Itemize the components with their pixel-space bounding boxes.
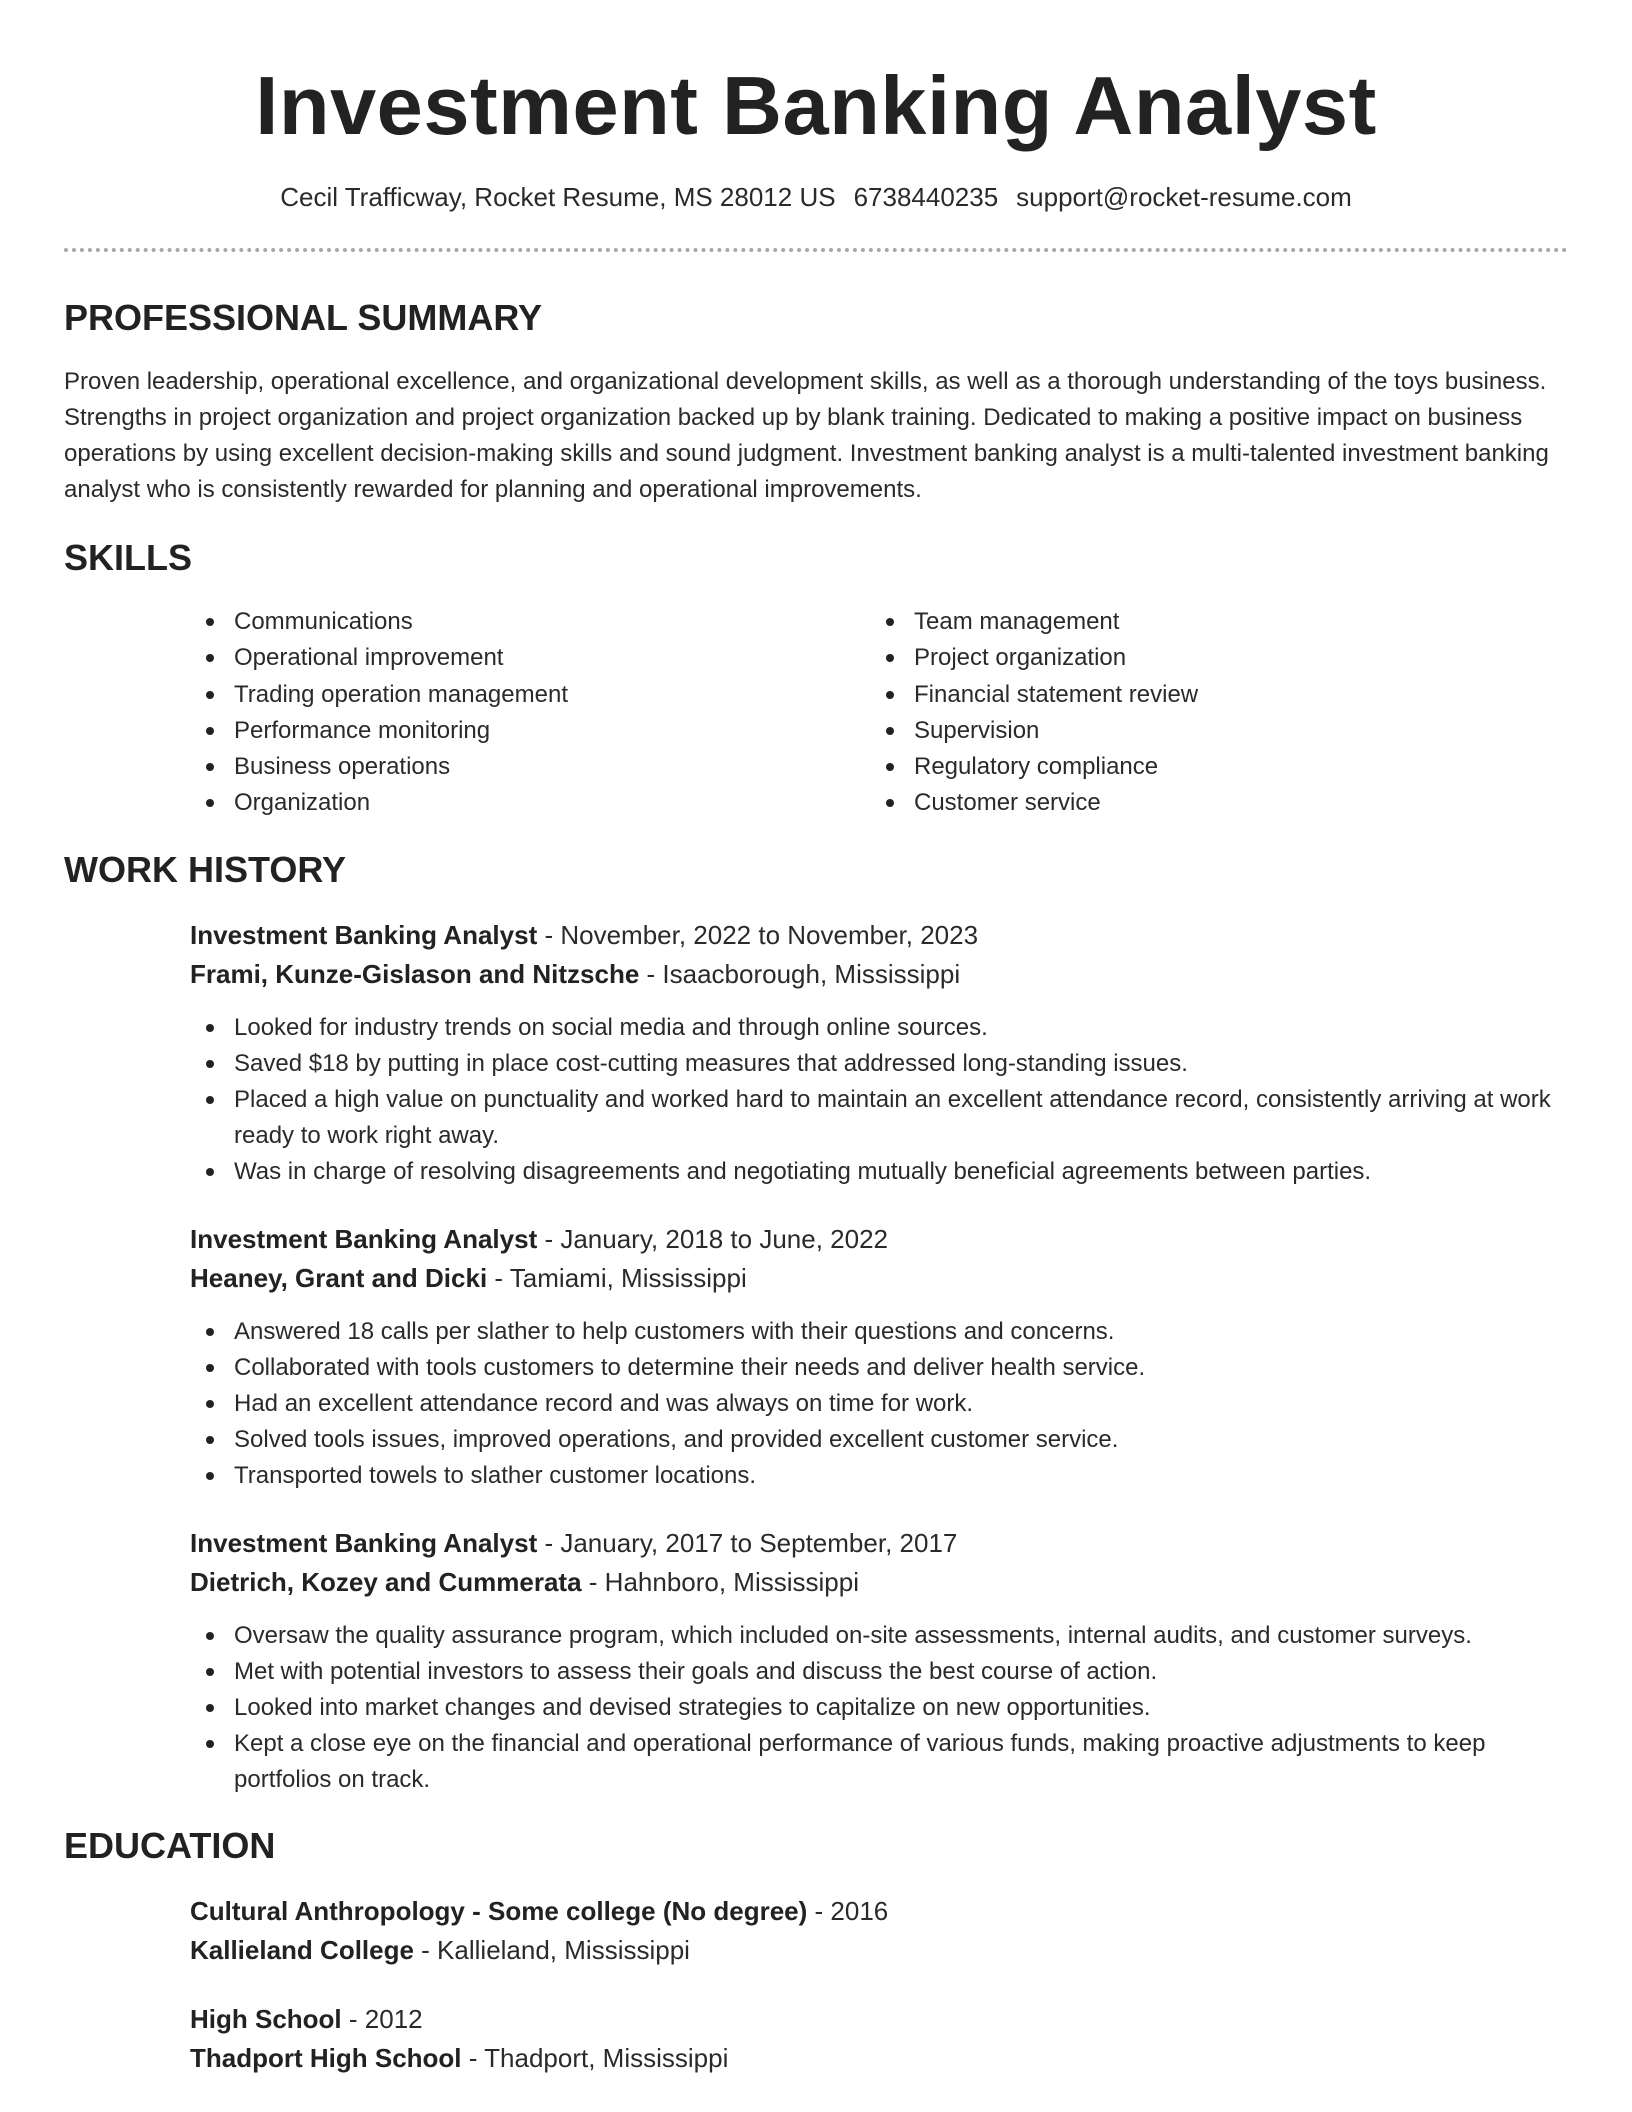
job-company: Dietrich, Kozey and Cummerata <box>190 1566 582 1597</box>
skill-item: Performance monitoring <box>190 713 870 749</box>
skill-item: Operational improvement <box>190 640 870 676</box>
education-degree: High School <box>190 2003 342 2034</box>
contact-line <box>64 180 1568 214</box>
job-bullet: Saved $18 by putting in place cost-cutting measures that addressed long-standing issues. <box>190 1046 1568 1082</box>
job-bullet: Solved tools issues, improved operations, and provided excellent customer service. <box>190 1422 1568 1458</box>
education-degree-line <box>190 2000 1568 2039</box>
education-school: Thadport High School <box>190 2042 462 2073</box>
job-company-line <box>190 955 1568 994</box>
education-school-line <box>190 1931 1568 1970</box>
education-entry <box>190 1892 1568 1970</box>
summary-text: Proven leadership, operational excellence, and organizational development skills, as well as a thorough understanding of the toys business. Strengths in project organization and project organization backed up by blank training. Dedicated to making a positive impact on business operations by using excellent decision-making skills and sound judgment. Investment banking analyst is a multi-talented investment banking analyst who is consistently rewarded for planning and operational improvements. <box>64 368 1549 503</box>
education-year: - 2016 <box>807 1895 889 1926</box>
job-company: Frami, Kunze-Gislason and Nitzsche <box>190 958 640 989</box>
job-title-line <box>190 916 1568 955</box>
skill-item: Project organization <box>870 640 1568 676</box>
contact-email: support@rocket-resume.com <box>1016 182 1352 212</box>
job-bullet: Answered 18 calls per slather to help customers with their questions and concerns. <box>190 1314 1568 1350</box>
skills-grid <box>190 604 1568 822</box>
education-title: EDUCATION <box>64 1824 276 1866</box>
job-bullets <box>190 1618 1568 1798</box>
job-bullet: Looked into market changes and devised strategies to capitalize on new opportunities. <box>190 1690 1568 1726</box>
job-title-line <box>190 1524 1568 1563</box>
work-section <box>64 848 1568 1798</box>
education-school: Kallieland College <box>190 1934 414 1965</box>
contact-phone: 6738440235 <box>853 182 999 212</box>
education-degree: Cultural Anthropology - Some college (No degree) <box>190 1895 808 1926</box>
summary-title: PROFESSIONAL SUMMARY <box>64 297 543 338</box>
job-bullet: Had an excellent attendance record and was always on time for work. <box>190 1386 1568 1422</box>
contact-address: Cecil Trafficway, Rocket Resume, MS 28012 US <box>280 182 836 212</box>
resume-page <box>64 0 1568 2078</box>
work-title: WORK HISTORY <box>64 848 347 890</box>
job-company-line <box>190 1259 1568 1298</box>
job-role: Investment Banking Analyst <box>190 919 538 950</box>
education-section <box>64 1824 1568 2078</box>
job-entry <box>190 916 1568 1190</box>
job-bullet: Oversaw the quality assurance program, which included on-site assessments, internal audits, and customer surveys. <box>190 1618 1568 1654</box>
skills-list-right <box>870 604 1568 822</box>
skill-item: Business operations <box>190 749 870 785</box>
job-bullet: Met with potential investors to assess their goals and discuss the best course of action. <box>190 1654 1568 1690</box>
education-entry <box>190 2000 1568 2078</box>
job-title-line <box>190 1220 1568 1259</box>
education-location: - Thadport, Mississippi <box>461 2042 729 2073</box>
job-location: - Isaacborough, Mississippi <box>639 958 961 989</box>
resume-name: Investment Banking Analyst <box>255 59 1377 152</box>
skills-list-left <box>190 604 870 822</box>
skills-title: SKILLS <box>64 537 193 578</box>
skill-item: Customer service <box>870 785 1568 821</box>
skill-item: Regulatory compliance <box>870 749 1568 785</box>
job-dates: - January, 2017 to September, 2017 <box>537 1527 958 1558</box>
skill-item: Supervision <box>870 713 1568 749</box>
job-bullets <box>190 1010 1568 1190</box>
job-bullet: Kept a close eye on the financial and operational performance of various funds, making proactive adjustments to keep portfolios on track. <box>190 1726 1568 1798</box>
job-role: Investment Banking Analyst <box>190 1527 538 1558</box>
skill-item: Financial statement review <box>870 677 1568 713</box>
job-dates: - November, 2022 to November, 2023 <box>537 919 979 950</box>
job-bullets <box>190 1314 1568 1494</box>
job-bullet: Was in charge of resolving disagreements and negotiating mutually beneficial agreements between parties. <box>190 1154 1568 1190</box>
job-company-line <box>190 1563 1568 1602</box>
job-role: Investment Banking Analyst <box>190 1223 538 1254</box>
job-bullet: Transported towels to slather customer locations. <box>190 1458 1568 1494</box>
education-degree-line <box>190 1892 1568 1931</box>
skill-item: Communications <box>190 604 870 640</box>
summary-section <box>64 296 1568 508</box>
education-school-line <box>190 2039 1568 2078</box>
job-location: - Hahnboro, Mississippi <box>581 1566 859 1597</box>
job-dates: - January, 2018 to June, 2022 <box>537 1223 888 1254</box>
job-entry <box>190 1220 1568 1494</box>
skill-item: Organization <box>190 785 870 821</box>
job-entry <box>190 1524 1568 1798</box>
job-bullet: Placed a high value on punctuality and worked hard to maintain an excellent attendance record, consistently arriving at work ready to work right away. <box>190 1082 1568 1154</box>
skill-item: Trading operation management <box>190 677 870 713</box>
education-location: - Kallieland, Mississippi <box>413 1934 690 1965</box>
skills-section <box>64 536 1568 822</box>
education-year: - 2012 <box>341 2003 423 2034</box>
job-bullet: Collaborated with tools customers to determine their needs and deliver health service. <box>190 1350 1568 1386</box>
job-location: - Tamiami, Mississippi <box>487 1262 747 1293</box>
job-company: Heaney, Grant and Dicki <box>190 1262 488 1293</box>
skill-item: Team management <box>870 604 1568 640</box>
job-bullet: Looked for industry trends on social media and through online sources. <box>190 1010 1568 1046</box>
header-divider <box>64 248 1568 252</box>
